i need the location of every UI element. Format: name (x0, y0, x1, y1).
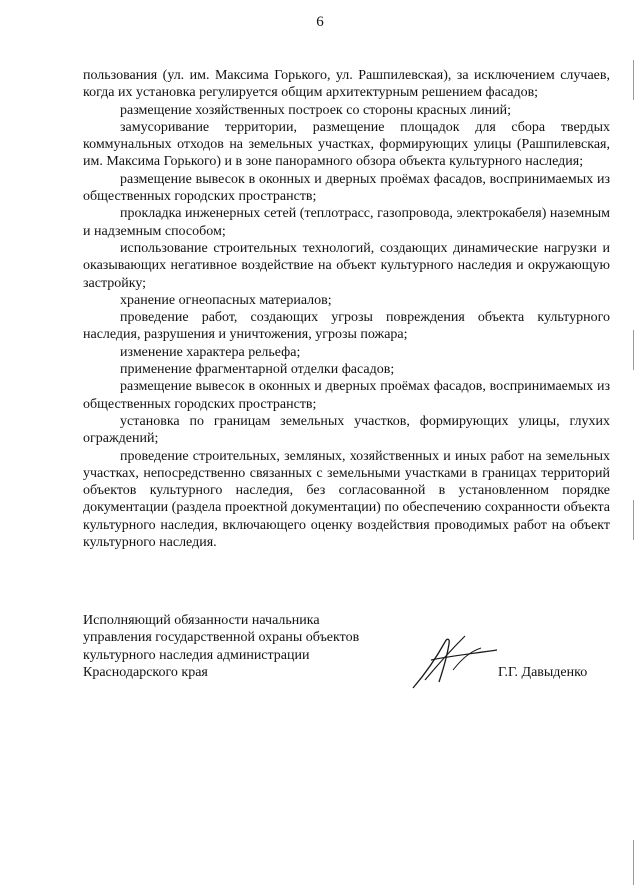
position-line: управления государственной охраны объектов (83, 630, 360, 646)
paragraph: размещение вывесок в оконных и дверных проёмах фасадов, воспринимаемых из общественных городских пространств; (83, 379, 610, 412)
position-line: культурного наследия администрации (83, 647, 310, 663)
paragraph: замусоривание территории, размещение площадок для сбора твердых коммунальных отходов на земельных участках, формирующих улицы (Рашпилевская, им. Максима Горького) и в зоне панорамного обзора объекта культурного наследия; (83, 119, 610, 170)
paragraph: применение фрагментарной отделки фасадов; (120, 362, 395, 378)
scan-edge-line (633, 500, 634, 540)
position-line: Краснодарского края (83, 664, 208, 680)
paragraph: проведение работ, создающих угрозы повреждения объекта культурного наследия, разрушения и уничтожения, угрозы пожара; (83, 310, 610, 343)
signature-stroke (413, 639, 449, 688)
paragraph: установка по границам земельных участков, формирующих улицы, глухих ограждений; (83, 413, 610, 447)
signer-name: Г.Г. Давыденко (498, 665, 588, 680)
paragraph: прокладка инженерных сетей (теплотрасс, газопровода, электрокабеля) наземным и надземным способом; (83, 206, 610, 239)
signatory-position (83, 612, 359, 681)
page-number: 6 (316, 14, 324, 30)
paragraph: проведение строительных, земляных, хозяйственных и иных работ на земельных участках, непосредственно связанных с земельными участками в границах территорий объектов культурного наследия, без согласованной в установленном порядке документации (раздела проектной документации) по обеспечению сохранности объекта культурного наследия, включающего оценку воздействия проводимых работ на объект культурного наследия. (83, 448, 610, 551)
scan-edge-line (633, 60, 634, 100)
paragraph: размещение хозяйственных построек со стороны красных линий; (120, 102, 511, 118)
signature-stroke (453, 648, 481, 670)
paragraph: изменение характера рельефа; (120, 344, 301, 360)
paragraph: пользования (ул. им. Максима Горького, ул. Рашпилевская), за исключением случаев, когда их установка регулируется общим архитектурным решением фасадов; (83, 68, 610, 101)
paragraph: хранение огнеопасных материалов; (120, 292, 332, 308)
scan-edge-line (633, 840, 634, 885)
document-body (83, 67, 610, 551)
scan-edge-line (633, 330, 634, 370)
paragraph: размещение вывесок в оконных и дверных проёмах фасадов, воспринимаемых из общественных городских пространств; (83, 171, 610, 205)
paragraph: использование строительных технологий, создающих динамические нагрузки и оказывающих негативное воздействие на объект культурного наследия и окружающую застройку; (83, 240, 610, 291)
handwritten-signature (395, 630, 505, 690)
position-line: Исполняющий обязанности начальника (83, 613, 320, 628)
